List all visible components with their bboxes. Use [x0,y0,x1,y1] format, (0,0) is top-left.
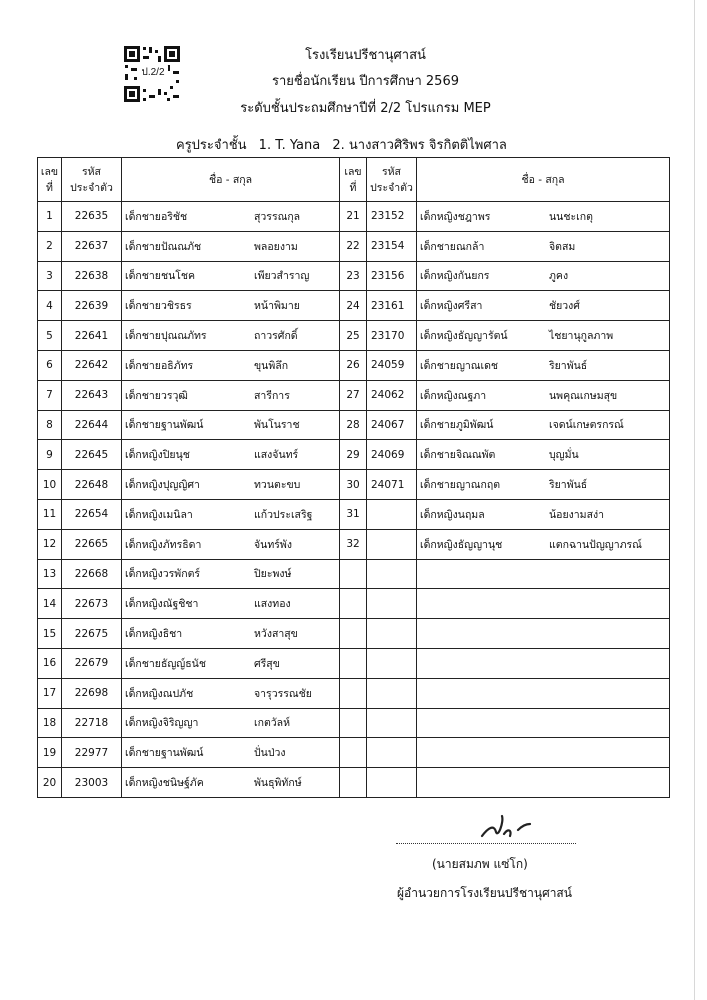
student-number: 14 [38,589,62,619]
student-last-name: ภูคง [549,270,569,283]
student-id: 22644 [62,410,122,440]
student-first-name: เด็กหญิงจิริญญา [125,717,199,730]
student-first-name: เด็กชายฐานพัฒน์ [125,419,204,432]
table-row [38,380,670,410]
student-last-name: ศรีสุข [254,657,280,670]
student-id: 24069 [367,440,417,470]
student-first-name: เด็กชายอธิภัทร [125,359,194,372]
signature-scribble [478,810,538,842]
student-name-cell [417,470,670,500]
list-title: รายชื่อนักเรียน ปีการศึกษา 2569 [272,74,459,89]
student-first-name: เด็กชายญาณเดช [420,359,499,372]
student-name-cell [417,202,670,232]
student-number: 3 [38,261,62,291]
student-last-name: จารุวรรณชัย [254,687,312,700]
table-row [38,768,670,798]
student-first-name: เด็กชายปุณณภัทร [125,330,207,343]
table-row [38,529,670,559]
signer-title: ผู้อำนวยการโรงเรียนปรีชานุศาสน์ [397,886,572,900]
student-id [367,648,417,678]
student-name-cell [122,261,340,291]
student-number: 9 [38,440,62,470]
student-name-cell [122,768,340,798]
student-last-name: ขุนพิลึก [254,359,289,372]
header-no: เลข ที่ [38,158,62,202]
student-name-cell [417,648,670,678]
student-first-name: เด็กหญิงปุญญิศา [125,479,200,492]
table-row [38,470,670,500]
student-last-name: แสงทอง [254,598,291,611]
student-id: 22668 [62,559,122,589]
student-name-cell [417,350,670,380]
student-number: 17 [38,678,62,708]
student-name-cell [417,738,670,768]
student-last-name: พันธุพิทักษ์ [254,777,302,790]
student-id: 23161 [367,291,417,321]
student-number: 19 [38,738,62,768]
student-name-cell [122,678,340,708]
student-id [367,708,417,738]
student-id: 22665 [62,529,122,559]
student-number: 10 [38,470,62,500]
student-last-name: ริยาพันธ์ [549,479,588,492]
header-id: รหัส ประจำตัว [62,158,122,202]
student-name-cell [122,529,340,559]
student-name-cell [417,529,670,559]
student-name-cell [122,648,340,678]
student-first-name: เด็กหญิงธิชา [125,628,183,641]
header-name: ชื่อ - สกุล [417,158,670,202]
student-id: 22635 [62,202,122,232]
student-first-name: เด็กหญิงวรพักตร์ [125,568,201,581]
student-number: 11 [38,499,62,529]
student-id [367,738,417,768]
student-last-name: ชัยวงศ์ [549,300,580,313]
student-id: 22638 [62,261,122,291]
student-first-name: เด็กหญิงชนิษฐ์ภัค [125,777,204,790]
student-name-cell [122,589,340,619]
student-last-name: หน้าพิมาย [254,300,300,313]
student-id: 22718 [62,708,122,738]
student-id: 24071 [367,470,417,500]
student-id: 22675 [62,619,122,649]
student-id: 23003 [62,768,122,798]
student-id: 22673 [62,589,122,619]
student-name-cell [417,768,670,798]
table-row [38,440,670,470]
table-row [38,619,670,649]
student-first-name: เด็กหญิงเมนิลา [125,508,193,521]
table-row [38,410,670,440]
student-name-cell [122,291,340,321]
student-last-name: ทวนตะขบ [254,479,301,492]
student-id: 22639 [62,291,122,321]
student-last-name: น้อยงามสง่า [549,508,605,521]
student-number: 27 [340,380,367,410]
student-name-cell [122,321,340,351]
class-level: ระดับชั้นประถมศึกษาปีที่ 2/2 โปรแกรม MEP [240,101,491,116]
student-name-cell [122,410,340,440]
student-last-name: เจดน์เกษตรกรณ์ [549,419,624,432]
student-last-name: เกตวัลห์ [254,717,291,730]
student-name-cell [122,350,340,380]
student-name-cell [417,499,670,529]
student-number [340,648,367,678]
signature-line [396,843,576,844]
student-number: 29 [340,440,367,470]
student-name-cell [122,708,340,738]
student-number: 26 [340,350,367,380]
student-number: 6 [38,350,62,380]
student-name-cell [417,559,670,589]
student-id: 22654 [62,499,122,529]
student-last-name: แก้วประเสริฐ [254,508,313,521]
student-first-name: เด็กชายจิณณพัต [420,449,496,462]
student-id: 23154 [367,231,417,261]
student-last-name: ริยาพันธ์ [549,359,588,372]
student-first-name: เด็กชายวชิรธร [125,300,192,313]
student-first-name: เด็กหญิงกันยกร [420,270,490,283]
student-id: 22648 [62,470,122,500]
student-name-cell [417,440,670,470]
student-number: 16 [38,648,62,678]
student-last-name: พลอยงาม [254,240,298,253]
student-first-name: เด็กหญิงณปภัช [125,687,194,700]
student-last-name: หวังสาสุข [254,628,298,641]
teachers-label: ครูประจำชั้น [176,138,247,153]
table-row [38,708,670,738]
student-number: 13 [38,559,62,589]
qr-class-label: ป.2/2 [138,64,168,81]
student-number [340,768,367,798]
student-first-name: เด็กหญิงปิยนุช [125,449,190,462]
table-row [38,559,670,589]
student-number: 12 [38,529,62,559]
table-row [38,261,670,291]
student-name-cell [417,321,670,351]
student-last-name: จันทร์พัง [254,538,292,551]
student-number: 32 [340,529,367,559]
student-id [367,678,417,708]
student-first-name: เด็กชายฐานพัฒน์ [125,747,204,760]
table-row [38,321,670,351]
student-number: 5 [38,321,62,351]
student-name-cell [122,738,340,768]
table-row [38,202,670,232]
student-last-name: พันโนราช [254,419,300,432]
table-row [38,738,670,768]
student-number: 21 [340,202,367,232]
table-row [38,648,670,678]
student-first-name: เด็กชายญาณกฤต [420,479,501,492]
table-header-row [38,158,670,202]
student-name-cell [417,231,670,261]
student-number: 24 [340,291,367,321]
student-number [340,589,367,619]
student-number: 2 [38,231,62,261]
student-last-name: สุวรรณกุล [254,210,301,223]
student-id [367,619,417,649]
student-id [367,768,417,798]
student-name-cell [122,202,340,232]
student-last-name: ปิยะพงษ์ [254,568,292,581]
student-number [340,678,367,708]
student-name-cell [122,440,340,470]
student-id: 22643 [62,380,122,410]
teacher-1: 1. T. Yana [258,138,321,153]
homeroom-teachers [176,134,515,155]
student-number: 15 [38,619,62,649]
student-last-name: ไชยานุกูลภาพ [549,330,614,343]
student-first-name: เด็กหญิงภัทรธิดา [125,538,202,551]
student-first-name: เด็กหญิงณฐภา [420,389,487,402]
student-number: 25 [340,321,367,351]
student-name-cell [122,499,340,529]
student-id: 23170 [367,321,417,351]
student-number [340,559,367,589]
school-name: โรงเรียนปรีชานุศาสน์ [305,48,426,63]
student-last-name: จิตสม [549,240,576,253]
student-id: 22637 [62,231,122,261]
student-name-cell [122,559,340,589]
student-number: 23 [340,261,367,291]
student-id: 23152 [367,202,417,232]
table-row [38,291,670,321]
student-name-cell [122,619,340,649]
student-id [367,559,417,589]
student-id: 22642 [62,350,122,380]
teacher-2: 2. นางสาวศิริพร จิรกิตติไพศาล [332,138,507,153]
student-last-name: นพคุณเกษมสุข [549,389,618,402]
student-last-name: แตกฉานปัญญาภรณ์ [549,538,642,551]
student-last-name: แสงจันทร์ [254,449,299,462]
student-id: 22641 [62,321,122,351]
student-name-cell [417,589,670,619]
header-name: ชื่อ - สกุล [122,158,340,202]
table-row [38,499,670,529]
student-first-name: เด็กชายปัณณภัช [125,240,202,253]
student-number [340,738,367,768]
student-id: 22977 [62,738,122,768]
student-id: 24062 [367,380,417,410]
student-id: 24067 [367,410,417,440]
student-last-name: สารีการ [254,389,290,402]
student-roster-table [37,157,670,798]
student-first-name: เด็กหญิงธัญญารัตน์ [420,330,508,343]
student-first-name: เด็กชายชนโชค [125,270,196,283]
student-first-name: เด็กชายวรวุฒิ [125,389,188,402]
student-number: 7 [38,380,62,410]
student-id [367,589,417,619]
header-no: เลข ที่ [340,158,367,202]
student-number: 18 [38,708,62,738]
student-last-name: เพียวสำราญ [254,270,310,283]
header-id: รหัส ประจำตัว [367,158,417,202]
student-number: 31 [340,499,367,529]
student-first-name: เด็กชายณกล้า [420,240,485,253]
page-edge-line [694,0,695,1000]
student-id: 22679 [62,648,122,678]
student-number: 20 [38,768,62,798]
table-row [38,589,670,619]
student-id [367,529,417,559]
student-name-cell [417,708,670,738]
student-first-name: เด็กหญิงชฎาพร [420,210,491,223]
student-last-name: บุญมั่น [549,449,579,462]
student-name-cell [122,231,340,261]
student-number: 4 [38,291,62,321]
student-name-cell [417,619,670,649]
student-name-cell [417,291,670,321]
student-name-cell [417,380,670,410]
student-first-name: เด็กหญิงณัฐชิชา [125,598,199,611]
student-id: 23156 [367,261,417,291]
student-number: 22 [340,231,367,261]
signer-name: (นายสมภพ แซ่โก) [432,857,528,871]
student-first-name: เด็กชายภูมิพัฒน์ [420,419,494,432]
student-first-name: เด็กชายธัญญ์ธนัช [125,657,206,670]
student-name-cell [417,678,670,708]
student-id: 24059 [367,350,417,380]
table-row [38,231,670,261]
student-name-cell [122,470,340,500]
student-id [367,499,417,529]
student-number [340,708,367,738]
table-row [38,678,670,708]
student-first-name: เด็กชายอริชัช [125,210,188,223]
student-number [340,619,367,649]
table-row [38,350,670,380]
student-first-name: เด็กหญิงศรีสา [420,300,483,313]
student-first-name: เด็กหญิงธัญญานุช [420,538,503,551]
student-last-name: ถาวรศักดิ์ [254,330,298,343]
student-last-name: ปั่นป่วง [254,747,286,760]
student-number: 8 [38,410,62,440]
student-number: 1 [38,202,62,232]
student-name-cell [417,261,670,291]
student-last-name: นนชะเกตุ [549,210,593,223]
student-name-cell [417,410,670,440]
student-name-cell [122,380,340,410]
student-number: 30 [340,470,367,500]
student-id: 22645 [62,440,122,470]
student-number: 28 [340,410,367,440]
student-first-name: เด็กหญิงนฤมล [420,508,485,521]
student-id: 22698 [62,678,122,708]
